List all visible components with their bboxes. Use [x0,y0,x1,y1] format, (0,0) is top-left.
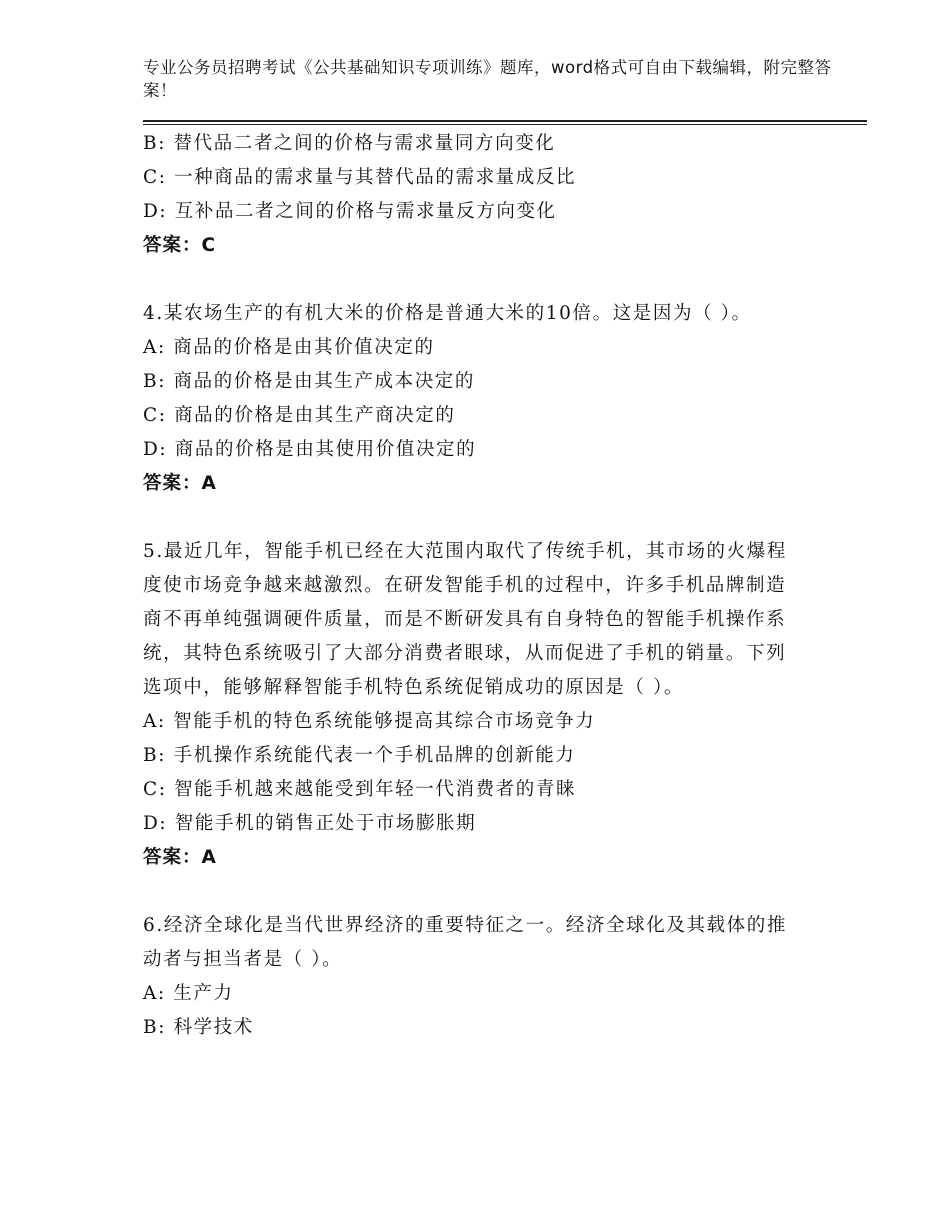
spacer [143,501,803,535]
spacer [143,263,803,297]
q5-option-d: D: 智能手机的销售正处于市场膨胀期 [143,813,477,834]
header-rule-thin [143,124,867,125]
q5-option-c: C: 智能手机越来越能受到年轻一代消费者的青睐 [143,779,577,800]
q6-option-a: A: 生产力 [143,983,234,1004]
q6-option-b: B: 科学技术 [143,1017,254,1038]
header-rule-thick [143,120,867,122]
q5-option-a: A: 智能手机的特色系统能够提高其综合市场竞争力 [143,711,596,732]
q3-option-b: B: 替代品二者之间的价格与需求量同方向变化 [143,133,556,154]
question-4 [143,297,803,501]
spacer [143,875,803,909]
q5-answer: 答案：A [143,847,217,868]
q4-option-a: A: 商品的价格是由其价值决定的 [143,337,435,358]
q4-option-d: D: 商品的价格是由其使用价值决定的 [143,439,477,460]
question-content [143,127,803,1045]
q4-option-c: C: 商品的价格是由其生产商决定的 [143,405,456,426]
q3-option-d: D: 互补品二者之间的价格与需求量反方向变化 [143,201,557,222]
question-5 [143,535,803,875]
q4-option-b: B: 商品的价格是由其生产成本决定的 [143,371,476,392]
q6-stem: 6.经济全球化是当代世界经济的重要特征之一。经济全球化及其载体的推动者与担当者是（ ）。 [143,915,787,970]
question-3-tail [143,127,803,263]
q3-option-c: C: 一种商品的需求量与其替代品的需求量成反比 [143,167,577,188]
q5-stem: 5.最近几年，智能手机已经在大范围内取代了传统手机，其市场的火爆程度使市场竞争越来越激烈。在研发智能手机的过程中，许多手机品牌制造商不再单纯强调硬件质量，而是不断研发具有自身特色的智能手机操作系统，其特色系统吸引了大部分消费者眼球，从而促进了手机的销量。下列选项中，能够解释智能手机特色系统促销成功的原因是（ ）。 [143,541,787,698]
q3-answer: 答案：C [143,235,217,256]
q4-answer: 答案：A [143,473,217,494]
q4-stem: 4.某农场生产的有机大米的价格是普通大米的10倍。这是因为（ ）。 [143,303,752,324]
page-header: 专业公务员招聘考试《公共基础知识专项训练》题库，word格式可自由下载编辑，附完整答案！ [143,58,832,100]
question-6 [143,909,803,1045]
q5-option-b: B: 手机操作系统能代表一个手机品牌的创新能力 [143,745,576,766]
